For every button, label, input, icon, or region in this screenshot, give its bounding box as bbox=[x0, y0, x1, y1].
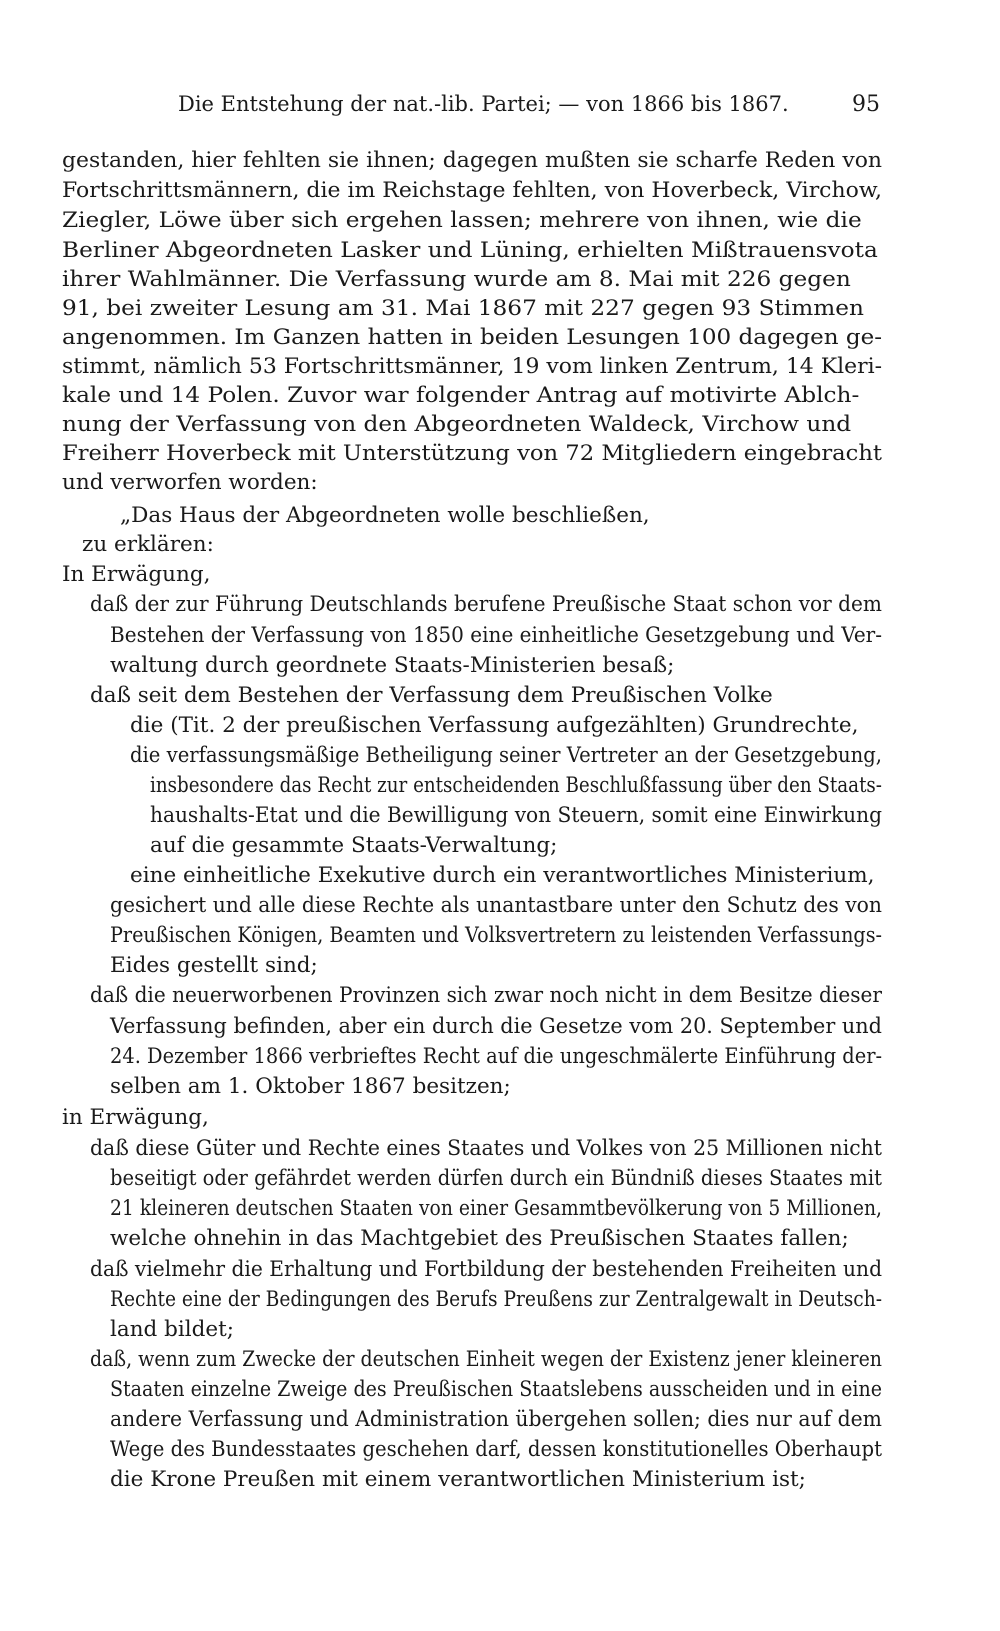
text-line: Berliner Abgeordneten Lasker und Lüning, erhielten Mißtrauensvota bbox=[62, 238, 878, 263]
text-line: kale und 14 Polen. Zuvor war folgender Antrag auf motivirte Ablch- bbox=[62, 383, 860, 408]
text-line: zu erklären: bbox=[82, 532, 214, 557]
text-line: Fortschrittsmännern, die im Reichstage fehlten, von Hoverbeck, Virchow, bbox=[62, 178, 883, 203]
text-line: stimmt, nämlich 53 Fortschrittsmänner, 19 vom linken Zentrum, 14 Kleri- bbox=[62, 354, 883, 379]
text-line: waltung durch geordnete Staats-Ministerien besaß; bbox=[110, 653, 675, 678]
text-line: andere Verfassung und Administration übergehen sollen; dies nur auf dem bbox=[110, 1407, 882, 1432]
text-line: beseitigt oder gefährdet werden dürfen durch ein Bündniß dieses Staates mit bbox=[110, 1166, 882, 1191]
text-line: ihrer Wahlmänner. Die Verfassung wurde am 8. Mai mit 226 gegen bbox=[62, 267, 851, 292]
text-line: „Das Haus der Abgeordneten wolle beschließen, bbox=[120, 503, 650, 528]
running-head bbox=[60, 92, 880, 122]
text-line: 91, bei zweiter Lesung am 31. Mai 1867 mit 227 gegen 93 Stimmen bbox=[62, 296, 864, 321]
text-line: daß vielmehr die Erhaltung und Fortbildung der bestehenden Freiheiten und bbox=[90, 1257, 883, 1282]
text-line: 21 kleineren deutschen Staaten von einer Gesammtbevölkerung von 5 Millionen, bbox=[110, 1196, 882, 1221]
text-line: selben am 1. Oktober 1867 besitzen; bbox=[110, 1074, 511, 1099]
text-line: Ziegler, Löwe über sich ergehen lassen; mehrere von ihnen, wie die bbox=[62, 208, 862, 233]
text-line: die (Tit. 2 der preußischen Verfassung aufgezählten) Grundrechte, bbox=[130, 713, 859, 738]
text-line: Freiherr Hoverbeck mit Unterstützung von 72 Mitgliedern eingebracht bbox=[62, 441, 883, 466]
text-line: insbesondere das Recht zur entscheidenden Beschlußfassung über den Staats- bbox=[150, 773, 882, 798]
text-line: gestanden, hier fehlten sie ihnen; dagegen mußten sie scharfe Reden von bbox=[62, 148, 883, 173]
text-line: die Krone Preußen mit einem verantwortlichen Ministerium ist; bbox=[110, 1467, 806, 1492]
page-number: 95 bbox=[852, 92, 880, 117]
text-line: angenommen. Im Ganzen hatten in beiden Lesungen 100 dagegen ge- bbox=[62, 325, 883, 350]
text-line: Verfassung befinden, aber ein durch die Gesetze vom 20. September und bbox=[110, 1014, 882, 1039]
text-line: gesichert und alle diese Rechte als unantastbare unter den Schutz des von bbox=[110, 893, 882, 918]
text-line: daß seit dem Bestehen der Verfassung dem Preußischen Volke bbox=[90, 683, 773, 708]
text-line: daß diese Güter und Rechte eines Staates und Volkes von 25 Millionen nicht bbox=[90, 1136, 883, 1161]
text-line: Preußischen Königen, Beamten und Volksvertretern zu leistenden Verfassungs- bbox=[110, 923, 883, 948]
text-line: Eides gestellt sind; bbox=[110, 953, 318, 978]
text-line: haushalts-Etat und die Bewilligung von Steuern, somit eine Einwirkung bbox=[150, 803, 882, 828]
text-line: in Erwägung, bbox=[62, 1105, 209, 1130]
text-line: die verfassungsmäßige Betheiligung seiner Vertreter an der Gesetzgebung, bbox=[130, 743, 883, 768]
text-line: daß der zur Führung Deutschlands berufene Preußische Staat schon vor dem bbox=[90, 592, 882, 617]
text-line: daß die neuerworbenen Provinzen sich zwar noch nicht in dem Besitze dieser bbox=[90, 983, 882, 1008]
running-head-title: Die Entstehung der nat.-lib. Partei; — von 1866 bis 1867. bbox=[178, 92, 789, 116]
text-line: daß, wenn zum Zwecke der deutschen Einheit wegen der Existenz jener kleineren bbox=[90, 1347, 883, 1372]
text-line: nung der Verfassung von den Abgeordneten Waldeck, Virchow und bbox=[62, 412, 852, 437]
text-line: land bildet; bbox=[110, 1317, 235, 1342]
text-line: 24. Dezember 1866 verbrieftes Recht auf die ungeschmälerte Einführung der- bbox=[110, 1044, 883, 1069]
text-line: und verworfen worden: bbox=[62, 470, 318, 495]
text-line: auf die gesammte Staats-Verwaltung; bbox=[150, 833, 558, 858]
text-line: Rechte eine der Bedingungen des Berufs Preußens zur Zentralgewalt in Deutsch- bbox=[110, 1287, 883, 1312]
text-line: Bestehen der Verfassung von 1850 eine einheitliche Gesetzgebung und Ver- bbox=[110, 623, 883, 648]
text-line: Wege des Bundesstaates geschehen darf, dessen konstitutionelles Oberhaupt bbox=[110, 1437, 882, 1462]
text-line: eine einheitliche Exekutive durch ein verantwortliches Ministerium, bbox=[130, 863, 875, 888]
text-line: Staaten einzelne Zweige des Preußischen Staatslebens ausscheiden und in eine bbox=[110, 1377, 883, 1402]
text-line: In Erwägung, bbox=[62, 562, 211, 587]
text-line: welche ohnehin in das Machtgebiet des Preußischen Staates fallen; bbox=[110, 1226, 849, 1251]
